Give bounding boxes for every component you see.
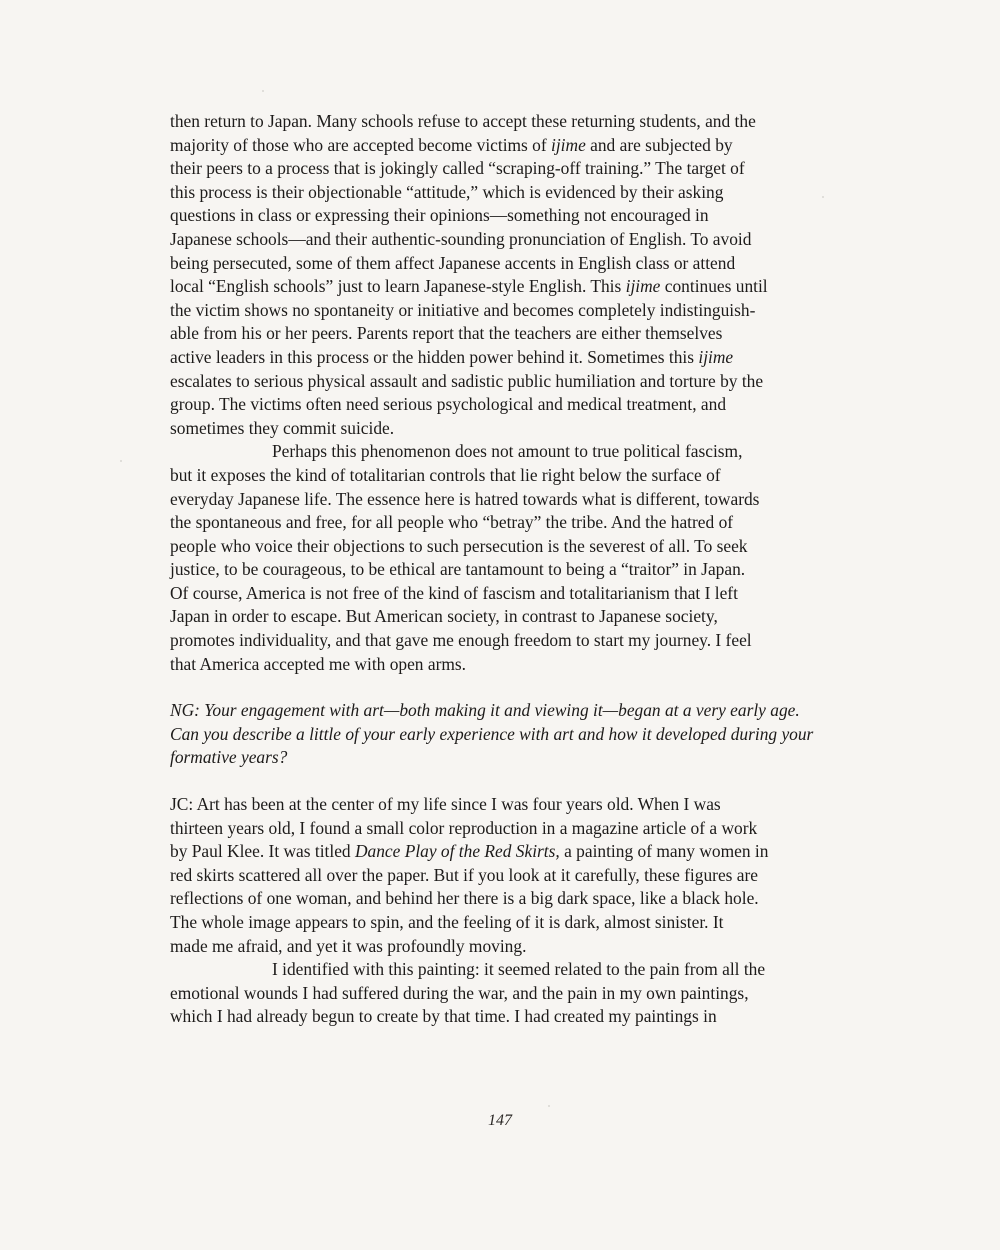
paragraph-1: [170, 110, 830, 440]
text-line: escalates to serious physical assault and sadistic public humiliation and torture by the: [170, 370, 764, 391]
text-line: local “English schools” just to learn Japanese-style English. This ijime continues until: [170, 276, 768, 297]
interview-answer-2: [170, 958, 830, 1029]
text-line: that America accepted me with open arms.: [170, 653, 467, 674]
text-line: formative years?: [170, 747, 288, 768]
paragraph-gap: [170, 770, 830, 793]
text-line: which I had already begun to create by that time. I had created my paintings in: [170, 1006, 717, 1027]
body-text: [170, 110, 830, 1029]
text-line: but it exposes the kind of totalitarian controls that lie right below the surface of: [170, 464, 721, 485]
text-line: JC: Art has been at the center of my life since I was four years old. When I was: [170, 794, 721, 815]
text-line: the spontaneous and free, for all people who “betray” the tribe. And the hatred of: [170, 512, 734, 533]
paper-speck: [120, 460, 122, 462]
text-line: red skirts scattered all over the paper. But if you look at it carefully, these figures are: [170, 864, 759, 885]
text-line: this process is their objectionable “attitude,” which is evidenced by their asking: [170, 181, 724, 202]
text-line: made me afraid, and yet it was profoundly moving.: [170, 935, 527, 956]
text-line: reflections of one woman, and behind her there is a big dark space, like a black hole.: [170, 888, 759, 909]
text-line: group. The victims often need serious psychological and medical treatment, and: [170, 394, 727, 415]
text-line: being persecuted, some of them affect Japanese accents in English class or attend: [170, 252, 736, 273]
text-line: justice, to be courageous, to be ethical are tantamount to being a “traitor” in Japan.: [170, 559, 746, 580]
text-line: sometimes they commit suicide.: [170, 417, 395, 438]
interview-answer-1: [170, 793, 830, 958]
text-line: their peers to a process that is jokingly called “scraping-off training.” The target of: [170, 158, 745, 179]
page-number: 147: [488, 1112, 512, 1129]
paper-speck: [262, 90, 264, 92]
text-line: The whole image appears to spin, and the feeling of it is dark, almost sinister. It: [170, 912, 724, 932]
paper-speck: [548, 1105, 550, 1107]
text-line: Japanese schools—and their authentic-sounding pronunciation of English. To avoid: [170, 228, 752, 249]
text-line: then return to Japan. Many schools refuse to accept these returning students, and the: [170, 111, 756, 131]
italic-term: ijime: [625, 276, 661, 297]
text-line: Japan in order to escape. But American society, in contrast to Japanese society,: [170, 606, 718, 627]
text-line: questions in class or expressing their opinions—something not encouraged in: [170, 205, 709, 226]
paragraph-gap: [170, 676, 830, 699]
paragraph-2: [170, 440, 830, 676]
text-line: everyday Japanese life. The essence here is hatred towards what is different, towards: [170, 488, 760, 509]
text-line: Perhaps this phenomenon does not amount to true political fascism,: [272, 441, 743, 462]
text-line: able from his or her peers. Parents report that the teachers are either themselves: [170, 323, 723, 344]
text-line: the victim shows no spontaneity or initiative and becomes completely indistinguish-: [170, 299, 756, 320]
text-line: emotional wounds I had suffered during the war, and the pain in my own paintings,: [170, 982, 749, 1003]
italic-term: ijime: [551, 134, 586, 155]
artwork-title: Dance Play of the Red Skirts,: [354, 841, 560, 862]
text-line: people who voice their objections to such persecution is the severest of all. To seek: [170, 535, 748, 556]
text-line: majority of those who are accepted become victims of ijime and are subjected by: [170, 134, 733, 155]
text-line: promotes individuality, and that gave me enough freedom to start my journey. I feel: [170, 630, 752, 651]
text-line: I identified with this painting: it seemed related to the pain from all the: [272, 959, 766, 980]
text-line: active leaders in this process or the hidden power behind it. Sometimes this ijime: [170, 346, 734, 367]
italic-term: ijime: [698, 346, 734, 367]
text-line: by Paul Klee. It was titled Dance Play of the Red Skirts, a painting of many women in: [170, 841, 769, 862]
text-line: Can you describe a little of your early experience with art and how it developed during your: [170, 723, 814, 744]
interview-question: [170, 699, 830, 770]
text-line: Of course, America is not free of the kind of fascism and totalitarianism that I left: [170, 582, 738, 603]
text-line: NG: Your engagement with art—both making it and viewing it—began at a very early age.: [170, 700, 800, 721]
text-line: thirteen years old, I found a small color reproduction in a magazine article of a work: [170, 817, 758, 838]
